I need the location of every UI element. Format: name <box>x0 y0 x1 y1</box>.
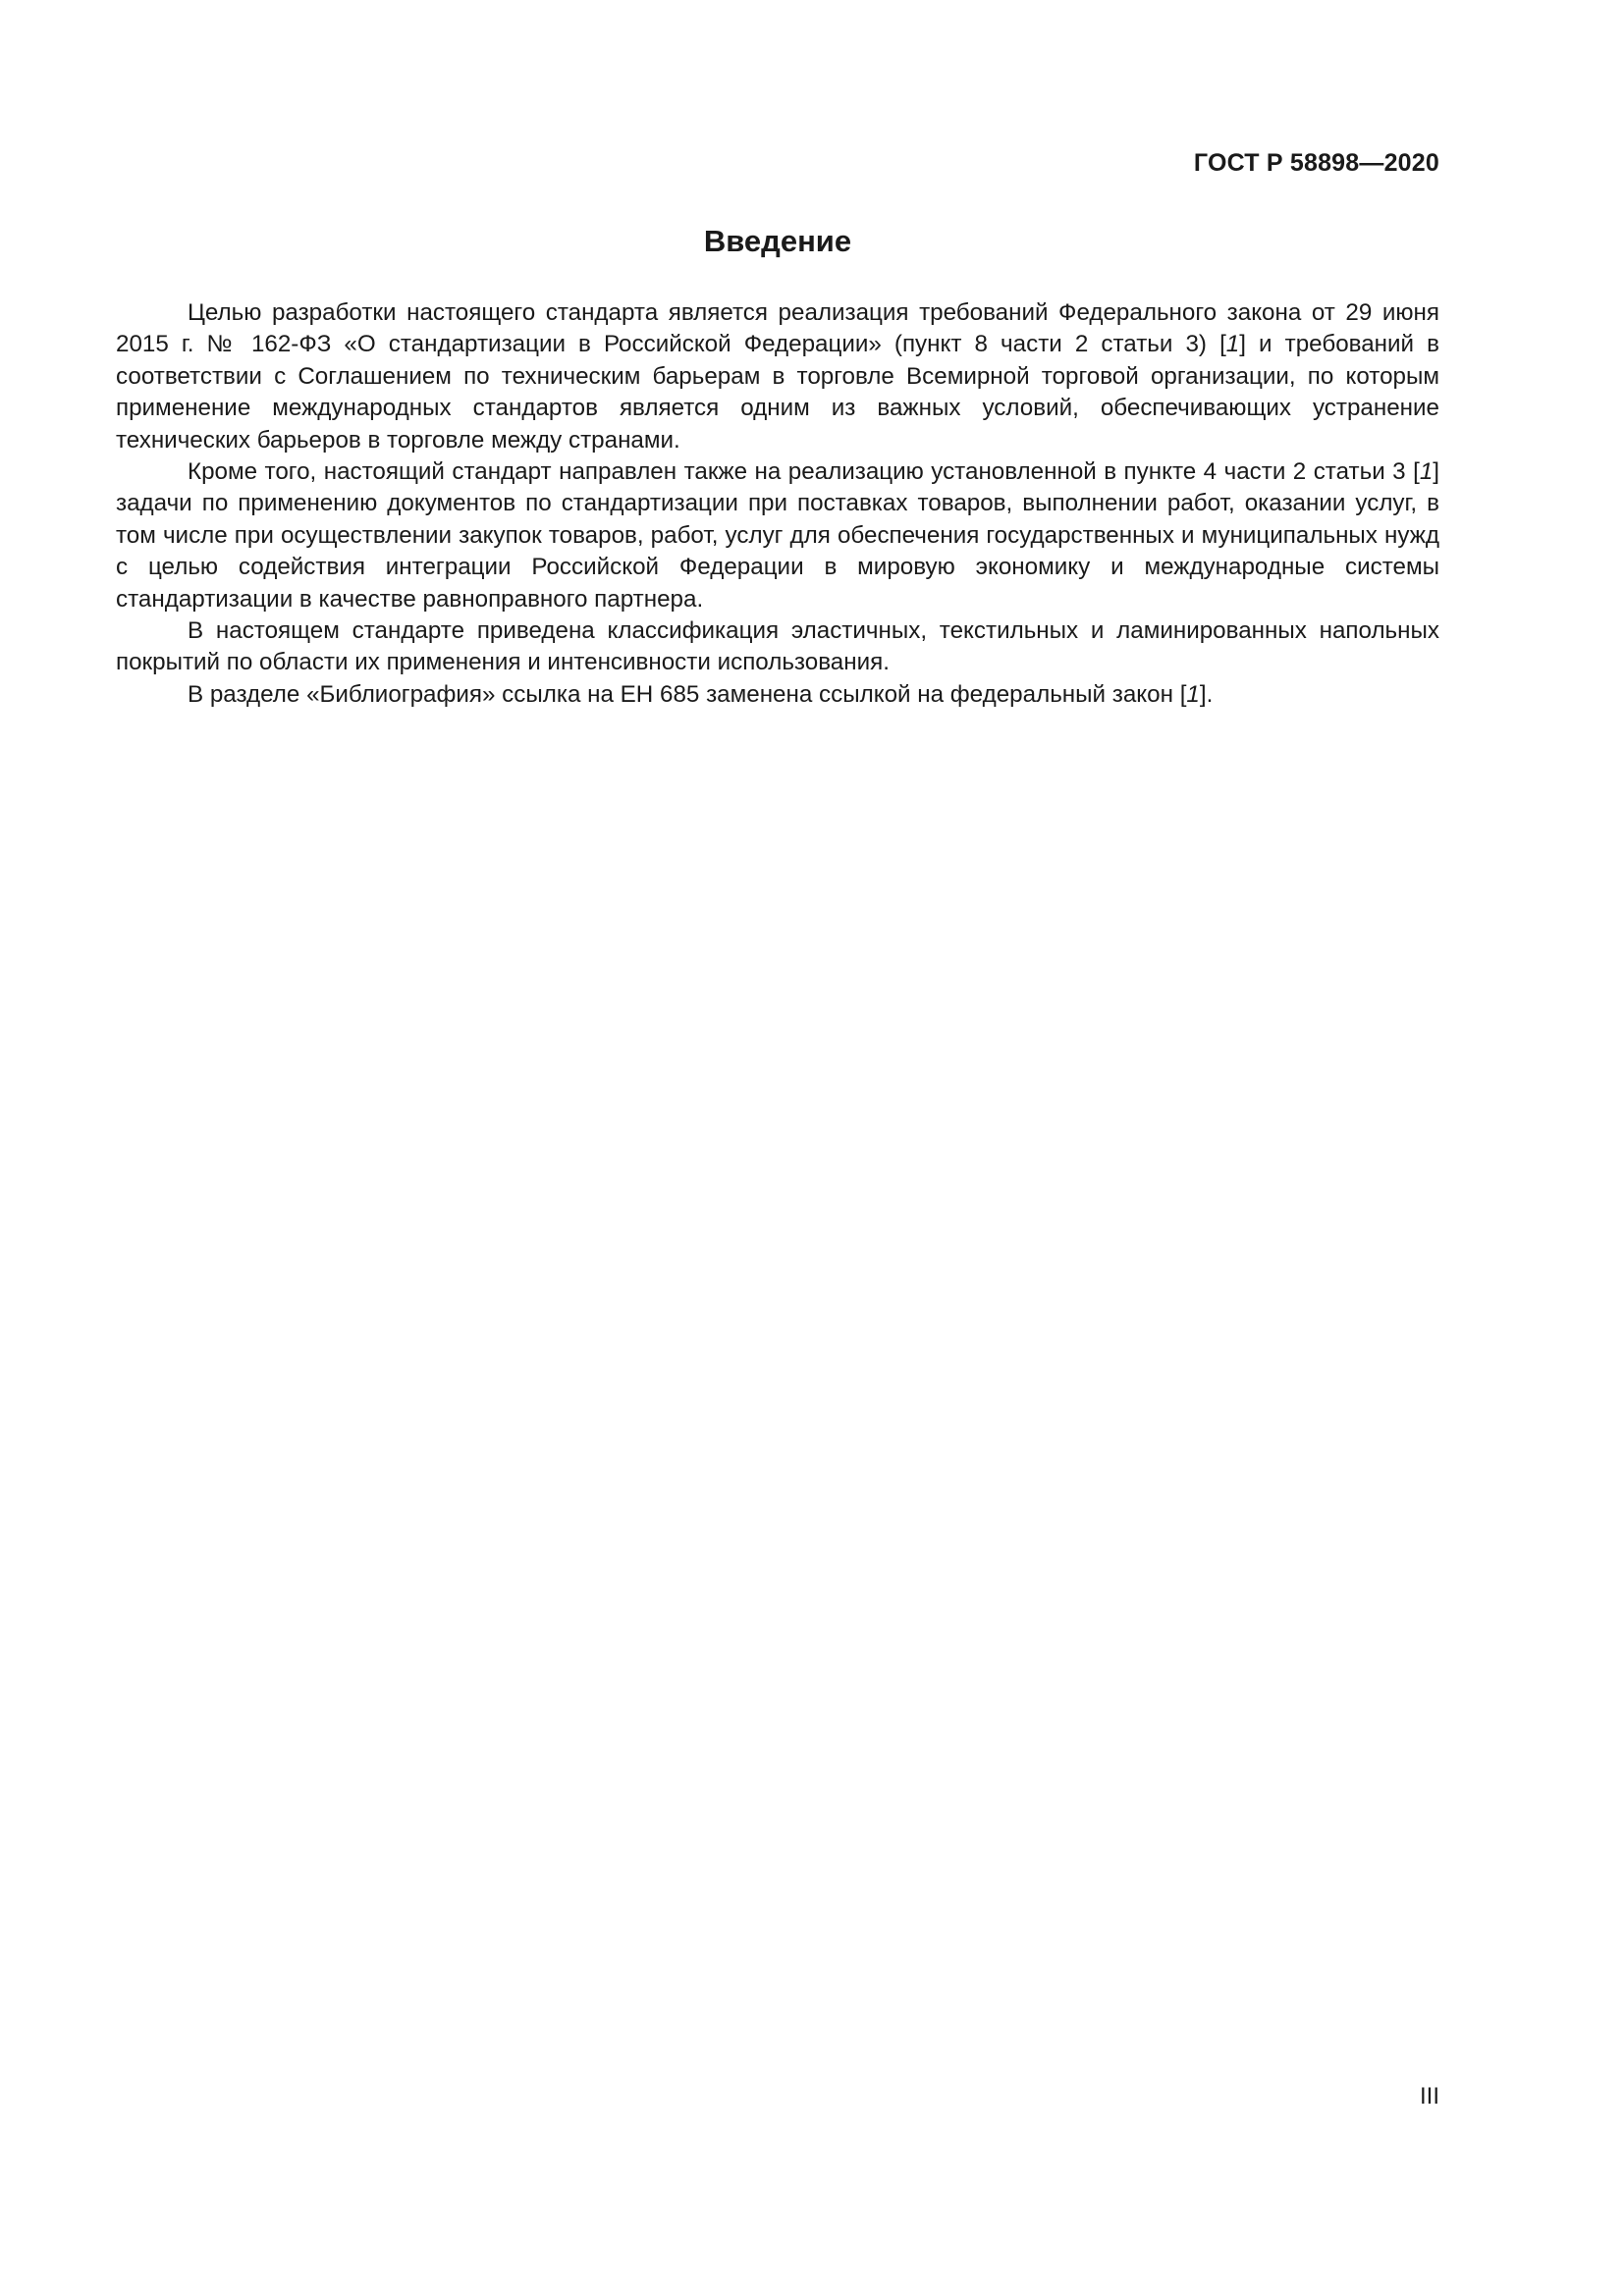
paragraph-classification <box>116 615 1439 679</box>
paragraph-text: В разделе «Библиография» ссылка на ЕН 685 заменена ссылкой на федеральный закон [ <box>188 680 1187 708</box>
bibliography-reference: 1 <box>1186 680 1200 708</box>
paragraph-bibliography-note <box>116 679 1439 711</box>
bibliography-reference: 1 <box>1419 458 1434 486</box>
standard-designation: ГОСТ Р 58898—2020 <box>1193 149 1439 177</box>
section-title: Введение <box>703 224 852 258</box>
bibliography-reference: 1 <box>1225 331 1240 358</box>
paragraph-purpose <box>116 297 1439 456</box>
paragraph-text: ] задачи по применению документов по стандартизации при поставках товаров, выполнении работ, оказании услуг, в том числе при осуществлении закупок товаров, работ, услуг для обеспечения государственных и муниципальных нужд с целью содействия интеграции Российской Федерации в мировую экономику и международные системы стандартизации в качестве равноправного партнера. <box>116 458 1439 613</box>
paragraph-text: ]. <box>1199 680 1214 708</box>
introduction-body <box>116 297 1439 711</box>
paragraph-text: Кроме того, настоящий стандарт направлен также на реализацию установленной в пункте 4 части 2 статьи 3 [ <box>188 458 1420 486</box>
paragraph-text: Целью разработки настоящего стандарта является реализация требований Федерального закона от 29 июня 2015 г. № 162-ФЗ «О стандартизации в Российской Федерации» (пункт 8 части 2 статьи 3) [ <box>116 299 1439 358</box>
page-number: III <box>1419 2083 1439 2109</box>
paragraph-text: ] и требований в соответствии с Соглашением по техническим барьерам в торговле Всемирной торговой организации, по которым применение международных стандартов является одним из важных условий, обеспечивающих устранение технических барьеров в торговле между странами. <box>116 331 1439 454</box>
paragraph-additional-aim <box>116 456 1439 615</box>
paragraph-text: В настоящем стандарте приведена классификация эластичных, текстильных и ламинированных напольных покрытий по области их применения и интенсивности использования. <box>116 617 1439 676</box>
